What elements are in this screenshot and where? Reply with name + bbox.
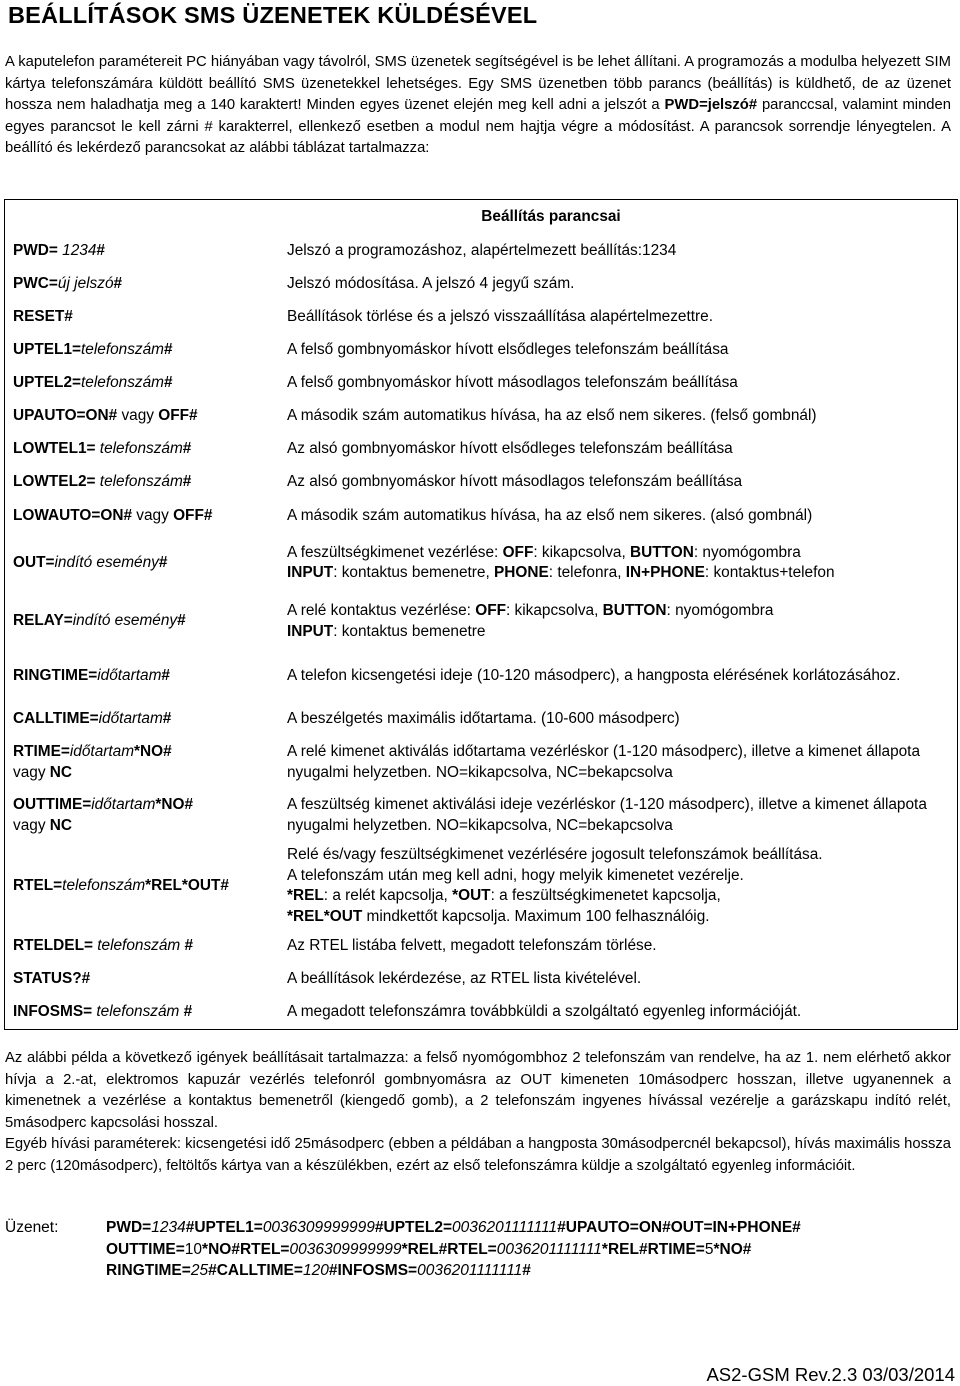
description-text: mindkettőt kapcsolja. Maximum 100 felhasználóig. — [362, 907, 710, 925]
description-text: A beállítások lekérdezése, az RTEL lista kivételével. — [287, 970, 642, 988]
command-cell — [5, 936, 277, 957]
description-text: *REL*OUT — [287, 907, 363, 925]
message-segment: #UPTEL2= — [374, 1219, 452, 1236]
command-parameter: telefonszám — [81, 374, 164, 392]
message-segment: OUTTIME= — [106, 1240, 185, 1258]
command-cell — [5, 241, 277, 262]
description-cell — [277, 795, 957, 836]
message-segment: 0036309999999 — [289, 1240, 402, 1258]
command-parameter: telefonszám — [92, 1003, 184, 1021]
command-keyword: LOWTEL2= — [13, 473, 96, 491]
command-parameter: időtartam — [69, 743, 135, 760]
command-parameter: telefonszám — [92, 937, 185, 955]
command-suffix: OFF# — [173, 506, 213, 524]
message-segment: #CALLTIME= — [208, 1262, 303, 1279]
settings-command-table — [4, 199, 958, 1030]
command-cell — [5, 742, 277, 783]
table-row — [5, 650, 957, 703]
description-text: A második szám automatikus hívása, ha az első nem sikeres. (felső gombnál) — [287, 407, 817, 425]
description-cell — [277, 666, 957, 687]
description-text: : a feszültségkimenetet kapcsolja, — [490, 887, 721, 904]
command-suffix: # — [96, 242, 105, 260]
message-value — [106, 1217, 801, 1282]
description-cell — [277, 439, 957, 460]
command-suffix: # — [182, 440, 192, 458]
description-cell — [277, 709, 957, 730]
message-segment: #INFOSMS= — [328, 1262, 418, 1279]
message-segment: # — [522, 1262, 531, 1279]
description-text: OFF — [475, 602, 506, 619]
description-text: Beállítások törlése és a jelszó visszaállítása alapértelmezettre. — [287, 308, 714, 326]
command-keyword: LOWTEL1= — [13, 440, 96, 458]
message-label: Üzenet: — [5, 1219, 59, 1236]
command-suffix: OFF# — [158, 407, 198, 425]
description-cell — [277, 307, 957, 328]
command-cell — [5, 373, 277, 394]
command-cell — [5, 472, 277, 493]
command-keyword: OUTTIME= — [13, 796, 92, 813]
table-row — [5, 593, 957, 650]
command-suffix: # — [163, 341, 173, 359]
command-cell — [5, 1002, 277, 1023]
command-cell — [5, 795, 277, 836]
description-cell — [277, 472, 957, 493]
command-keyword: UPTEL2= — [13, 374, 81, 392]
message-segment: 25 — [190, 1262, 209, 1279]
description-cell — [277, 845, 957, 927]
command-keyword: RESET# — [13, 308, 73, 326]
description-cell — [277, 340, 957, 361]
example-paragraph-2: Egyéb hívási paraméterek: kicsengetési idő 25másodperc (ebben a példában a hangposta 30másodpercnél bekapcsol), hívás maximális hossza 2 perc (120másodperc), feltöltős kártya van a készülékben, ezért az első telefonszámra küldje a szolgáltató egyenleg információit. — [5, 1136, 951, 1174]
description-text: A beszélgetés maximális időtartama. (10-600 másodperc) — [287, 710, 680, 728]
description-text: A feszültség kimenet aktiválási ideje vezérléskor (1-120 másodperc), illetve a kimenet állapota nyugalmi helyzetben. NO=kikapcsolva, NC=bekapcsolva — [287, 796, 927, 834]
description-text: : nyomógombra — [666, 602, 774, 619]
description-text: INPUT — [287, 564, 334, 581]
command-parameter: időtartam — [91, 796, 156, 813]
description-text: : a relét kapcsolja, — [323, 887, 453, 904]
command-parameter: 1234 — [57, 242, 97, 260]
footer-revision: AS2-GSM Rev.2.3 03/03/2014 — [706, 1364, 955, 1385]
description-text: PHONE — [494, 564, 549, 581]
description-cell — [277, 969, 957, 990]
command-parameter: új jelszó — [57, 275, 114, 293]
table-row — [5, 789, 957, 842]
message-segment: 1234 — [151, 1219, 186, 1236]
command-keyword: RTELDEL= — [13, 937, 93, 955]
table-row — [5, 334, 957, 367]
command-cell — [5, 666, 277, 687]
intro-text-rest: paranccsal, valamint minden egyes parancsot le kell zárni # karakterrel, ellenkező esetben a modul nem hajtja végre a módosítást. A parancsok sorrendje lényegtelen. A beállító és lekérdező parancsokat az alábbi táblázat tartalmazza: — [5, 97, 951, 156]
command-option: NC — [49, 816, 73, 834]
description-text: Jelszó a programozáshoz, alapértelmezett beállítás:1234 — [287, 242, 677, 260]
table-caption: Beállítás parancsai — [481, 208, 621, 225]
command-parameter: telefonszám — [81, 341, 164, 359]
table-rows — [5, 235, 957, 1029]
table-row — [5, 533, 957, 593]
command-cell — [5, 307, 277, 328]
message-segment: #UPAUTO=ON#OUT=IN+PHONE# — [557, 1219, 801, 1236]
command-option: NC — [49, 763, 73, 781]
message-segment: RINGTIME= — [106, 1262, 191, 1279]
table-row — [5, 996, 957, 1029]
command-suffix: # — [182, 473, 192, 491]
table-row — [5, 400, 957, 433]
command-keyword: RTEL= — [13, 876, 63, 894]
description-cell — [277, 406, 957, 427]
command-keyword: UPTEL1= — [13, 341, 81, 359]
description-text: BUTTON — [602, 602, 667, 619]
command-cell — [5, 406, 277, 427]
command-suffix: *NO# — [134, 743, 172, 760]
command-keyword: INFOSMS= — [13, 1003, 93, 1021]
table-row — [5, 301, 957, 334]
description-text: BUTTON — [630, 543, 694, 561]
description-text: : nyomógombra — [693, 543, 801, 561]
message-segment: *REL#RTIME= — [601, 1240, 705, 1258]
command-keyword: RELAY= — [13, 612, 73, 630]
description-text: IN+PHONE — [625, 564, 705, 581]
table-row — [5, 367, 957, 400]
command-keyword: UPAUTO=ON# — [13, 407, 118, 425]
command-parameter: telefonszám — [95, 473, 183, 491]
description-text: *REL — [287, 887, 324, 904]
command-cell — [5, 274, 277, 295]
description-text: A relé kontaktus vezérlése: — [287, 602, 476, 619]
intro-paragraph — [5, 52, 951, 160]
table-row — [5, 433, 957, 466]
command-suffix: # — [177, 612, 186, 630]
description-text: A feszültségkimenet vezérlése: — [287, 543, 503, 561]
message-segment: 120 — [302, 1262, 329, 1279]
description-cell — [277, 936, 957, 957]
command-keyword: PWD= — [13, 242, 58, 260]
command-suffix: *REL*OUT# — [145, 876, 229, 894]
message-segment: PWD= — [106, 1219, 152, 1236]
table-row — [5, 736, 957, 789]
description-cell — [277, 373, 957, 394]
command-keyword: PWC= — [13, 275, 58, 293]
command-parameter: indító esemény — [54, 553, 159, 571]
table-row — [5, 703, 957, 736]
description-text: Relé és/vagy feszültségkimenet vezérlésére jogosult telefonszámok beállítása. — [287, 846, 823, 863]
command-cell — [5, 506, 277, 527]
command-suffix: *NO# — [155, 796, 194, 813]
command-cell — [5, 611, 277, 632]
command-suffix: # — [162, 710, 172, 728]
description-cell — [277, 543, 957, 584]
table-row — [5, 930, 957, 963]
command-parameter: telefonszám — [95, 440, 183, 458]
example-message — [5, 1217, 955, 1282]
command-keyword: RTIME= — [13, 743, 70, 760]
message-segment: *NO# — [713, 1240, 752, 1258]
command-suffix: # — [183, 1003, 193, 1021]
description-text: : telefonra, — [548, 564, 626, 581]
description-text: : kontaktus bemenetre — [333, 622, 486, 640]
table-row — [5, 235, 957, 268]
table-row — [5, 842, 957, 930]
description-cell — [277, 1002, 957, 1023]
description-text: OFF — [502, 543, 534, 561]
description-text: INPUT — [287, 622, 334, 640]
command-keyword: OUT= — [13, 553, 55, 571]
command-parameter: telefonszám — [62, 876, 146, 894]
description-text: A telefonszám után meg kell adni, hogy melyik kimenetet vezérelje. — [287, 866, 744, 884]
command-suffix: # — [158, 553, 168, 571]
command-parameter: időtartam — [98, 710, 163, 728]
description-text: : kikapcsolva, — [506, 602, 603, 619]
description-text: : kikapcsolva, — [533, 543, 631, 561]
message-segment: #UPTEL1= — [185, 1219, 263, 1236]
description-text: A telefon kicsengetési ideje (10-120 másodperc), a hangposta elérésének korlátozásához. — [287, 667, 901, 685]
description-cell — [277, 241, 957, 262]
description-text: A megadott telefonszámra továbbküldi a szolgáltató egyenleg információját. — [287, 1003, 802, 1021]
command-cell — [5, 553, 277, 574]
command-separator: vagy — [13, 763, 50, 781]
message-segment: 5 — [704, 1240, 714, 1258]
description-text: A felső gombnyomáskor hívott elsődleges telefonszám beállítása — [287, 341, 729, 359]
command-keyword: RINGTIME= — [13, 667, 98, 685]
description-text: Jelszó módosítása. A jelszó 4 jegyű szám. — [287, 275, 575, 293]
command-suffix: # — [161, 667, 170, 685]
example-description — [5, 1048, 951, 1177]
command-parameter: időtartam — [97, 667, 162, 685]
table-row — [5, 963, 957, 996]
example-paragraph-1: Az alábbi példa a következő igények beállításait tartalmazza: a felső nyomógombhoz 2 telefonszám van rendelve, ha az 1. nem elérhető akkor hívja a 2.-at, elektromos kapuzár vezérlés telefonról gombnyomásra az OUT kimeneten 10másodperc hosszan, illetve ugyanennek a kimenetnek a vezérlése a kontaktus bemenetről (kiengedő gomb), a 2 telefonszám ingyenes hívással vezérelje a garázskapu indító relét, 5másodperc kapcsolási hosszal. — [5, 1050, 951, 1131]
description-cell — [277, 274, 957, 295]
message-segment: *NO#RTEL= — [202, 1240, 290, 1258]
description-cell — [277, 601, 957, 642]
description-cell — [277, 742, 957, 783]
description-text: A relé kimenet aktiválás időtartama vezérléskor (1-120 másodperc), illetve a kimenet állapota nyugalmi helyzetben. NO=kikapcsolva, NC=bekapcsolva — [287, 743, 921, 781]
command-keyword: LOWAUTO=ON# — [13, 506, 133, 524]
command-separator: vagy — [117, 407, 159, 425]
description-text: : kontaktus+telefon — [704, 564, 835, 581]
description-cell — [277, 506, 957, 527]
command-cell — [5, 709, 277, 730]
command-keyword: CALLTIME= — [13, 710, 99, 728]
command-suffix: # — [163, 374, 173, 392]
description-text: Az RTEL listába felvett, megadott telefonszám törlése. — [287, 937, 657, 955]
description-text: A felső gombnyomáskor hívott másodlagos telefonszám beállítása — [287, 374, 738, 392]
command-separator: vagy — [132, 506, 174, 524]
intro-password-command: PWD=jelszó# — [664, 97, 758, 113]
message-segment: 0036201111111 — [452, 1219, 558, 1236]
command-cell — [5, 439, 277, 460]
command-cell — [5, 876, 277, 897]
command-cell — [5, 340, 277, 361]
command-suffix: # — [184, 937, 194, 955]
description-text: : kontaktus bemenetre, — [333, 564, 495, 581]
page-title: BEÁLLÍTÁSOK SMS ÜZENETEK KÜLDÉSÉVEL — [8, 2, 538, 28]
description-text: *OUT — [452, 887, 491, 904]
intro-text: A kaputelefon paramétereit PC hiányában vagy távolról, SMS üzenetek segítségével is be lehet állítani. A programozás a modulba helyezett SIM kártya telefonszámára küldött beállító SMS üzenetekkel lehetséges. Egy SMS üzenetben több parancs (beállítás) is küldhető, de az üzenet hossza nem haladhatja meg a 140 karaktert! Minden egyes üzenet elején meg kell adni a jelszót a — [5, 54, 951, 113]
command-parameter: indító esemény — [72, 612, 178, 630]
message-segment: 0036201111111 — [496, 1240, 602, 1258]
description-text: Az alsó gombnyomáskor hívott elsődleges telefonszám beállítása — [287, 440, 733, 458]
message-segment: *REL#RTEL= — [401, 1240, 497, 1258]
message-segment: 0036201111111 — [417, 1262, 523, 1279]
description-text: Az alsó gombnyomáskor hívott másodlagos telefonszám beállítása — [287, 473, 743, 491]
command-suffix: # — [113, 275, 123, 293]
command-separator: vagy — [13, 816, 50, 834]
table-row — [5, 268, 957, 301]
message-segment: 0036309999999 — [262, 1219, 375, 1236]
table-row — [5, 499, 957, 533]
command-cell — [5, 969, 277, 990]
table-row — [5, 466, 957, 499]
command-keyword: STATUS?# — [13, 970, 91, 988]
description-text: A második szám automatikus hívása, ha az első nem sikeres. (alsó gombnál) — [287, 506, 813, 524]
message-segment: 10 — [184, 1240, 203, 1258]
